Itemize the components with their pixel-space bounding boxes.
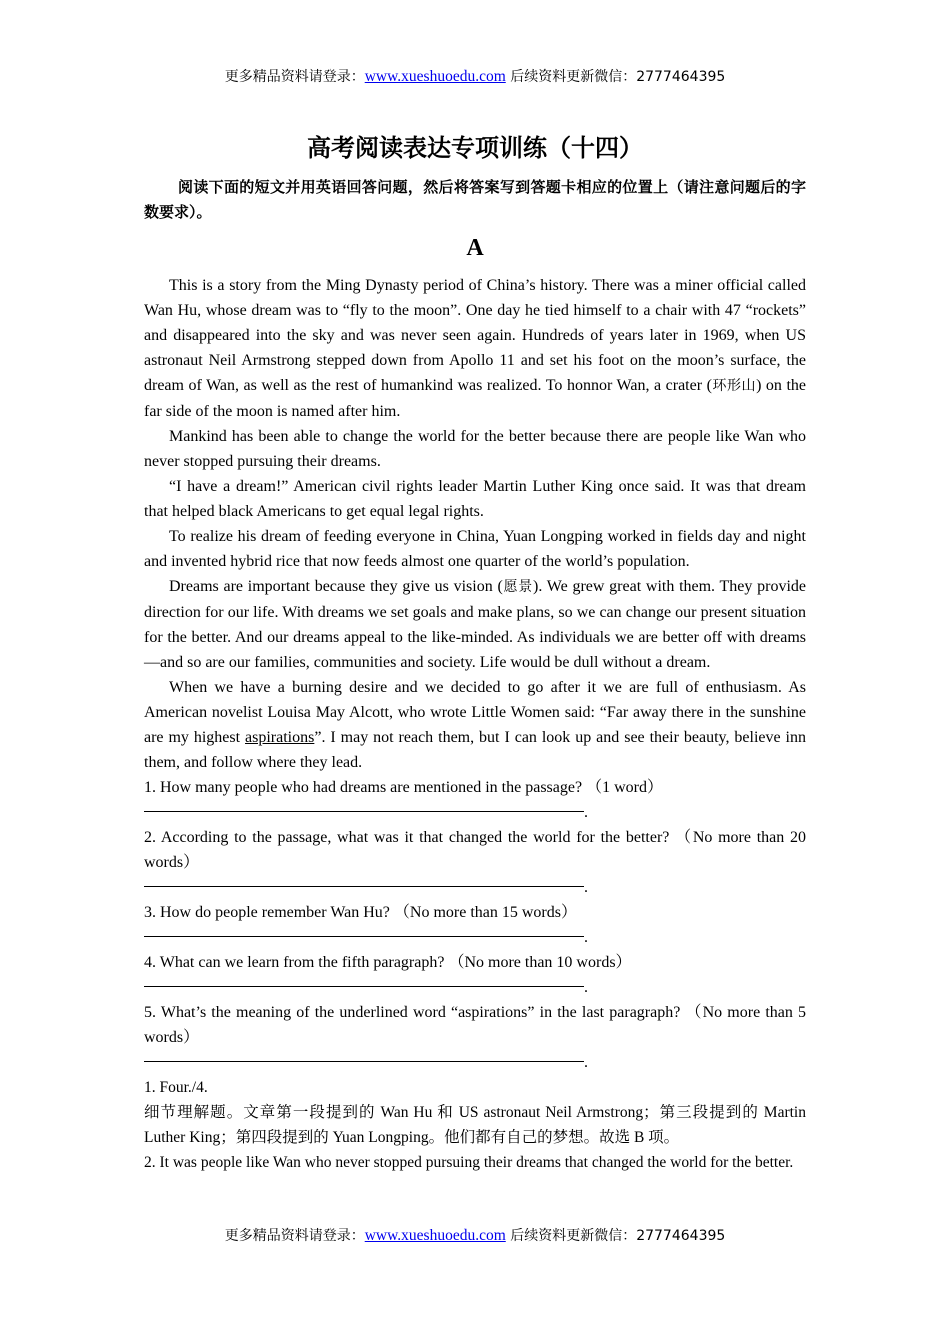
chinese-gloss: 环形山 bbox=[711, 378, 757, 394]
answer-2: 2. It was people like Wan who never stopped pursuing their dreams that changed the world for the better. bbox=[144, 1154, 794, 1171]
question-2: 2. According to the passage, what was it that changed the world for the better? （No more than 20 words） bbox=[144, 829, 806, 871]
header-prefix: 更多精品资料请登录： bbox=[224, 69, 365, 85]
footer-prefix: 更多精品资料请登录： bbox=[224, 1228, 365, 1244]
paragraph-3: “I have a dream!” American civil rights leader Martin Luther King once said. It was that dream that helped black Americans to get equal legal rights. bbox=[144, 478, 806, 520]
footer-website-link[interactable]: www.xueshuoedu.com bbox=[364, 1227, 506, 1244]
section-label: A bbox=[466, 235, 484, 261]
answer-blank-2[interactable]: . bbox=[144, 875, 806, 900]
chinese-gloss: 愿景 bbox=[502, 579, 534, 595]
paragraph-2: Mankind has been able to change the world for the better because there are people like Wan who never stopped pursuing their dreams. bbox=[144, 428, 806, 470]
question-3: 3. How do people remember Wan Hu? （No more than 15 words） bbox=[144, 904, 577, 921]
answer-blank-4[interactable]: . bbox=[144, 975, 806, 1000]
question-4: 4. What can we learn from the fifth paragraph? （No more than 10 words） bbox=[144, 954, 632, 971]
header-website-link[interactable]: www.xueshuoedu.com bbox=[364, 68, 506, 85]
answer-1: 1. Four./4. bbox=[144, 1079, 208, 1096]
page-footer bbox=[0, 1226, 950, 1246]
document-body bbox=[144, 273, 806, 1175]
page-header bbox=[0, 67, 950, 87]
footer-wechat-text: 后续资料更新微信：2777464395 bbox=[505, 1228, 726, 1244]
answer-blank-5[interactable]: . bbox=[144, 1050, 806, 1075]
answer-1-explanation: 细节理解题。文章第一段提到的 Wan Hu 和 US astronaut Neil Armstrong；第三段提到的 Martin Luther King；第四段提到的 Yuan Longping。他们都有自己的梦想。故选 B 项。 bbox=[144, 1104, 806, 1146]
paragraph-6: When we have a burning desire and we decided to go after it we are full of enthusiasm. As American novelist Louisa May Alcott, who wrote Little Women said: “Far away there in the sunshine are my highest aspirations”. I may not reach them, but I can look up and see their beauty, believe inn them, and follow where they lead. bbox=[144, 679, 806, 771]
answer-blank-3[interactable]: . bbox=[144, 925, 806, 950]
instruction-text: 阅读下面的短文并用英语回答问题，然后将答案写到答题卡相应的位置上（请注意问题后的字数要求）。 bbox=[144, 178, 806, 221]
question-5: 5. What’s the meaning of the underlined word “aspirations” in the last paragraph? （No more than 5 words） bbox=[144, 1004, 806, 1046]
header-wechat-text: 后续资料更新微信：2777464395 bbox=[505, 69, 726, 85]
answer-blank-1[interactable]: . bbox=[144, 800, 806, 825]
page-title: 高考阅读表达专项训练（十四） bbox=[307, 133, 643, 162]
paragraph-1: This is a story from the Ming Dynasty period of China’s history. There was a miner official called Wan Hu, whose dream was to “fly to the moon”. One day he tied himself to a chair with 47 “rockets” and disappeared into the sky and was never seen again. Hundreds of years later in 1969, when US astronaut Neil Armstrong stepped down from Apollo 11 and set his foot on the moon’s surface, the dream of Wan, as well as the rest of humankind was realized. To honnor Wan, a crater (环形山) on the far side of the moon is named after him. bbox=[144, 277, 807, 420]
underlined-word: aspirations bbox=[245, 729, 315, 746]
paragraph-4: To realize his dream of feeding everyone in China, Yuan Longping worked in fields day and night and invented hybrid rice that now feeds almost one quarter of the world’s population. bbox=[144, 528, 806, 570]
paragraph-5: Dreams are important because they give us vision (愿景). We grew great with them. They provide direction for our life. With dreams we set goals and make plans, so we can change our present situation for the better. And our dreams appeal to the like-minded. As individuals we are better off with dreams—and so are our families, communities and society. Life would be dull without a dream. bbox=[144, 578, 806, 671]
question-1: 1. How many people who had dreams are mentioned in the passage? （1 word） bbox=[144, 779, 663, 796]
